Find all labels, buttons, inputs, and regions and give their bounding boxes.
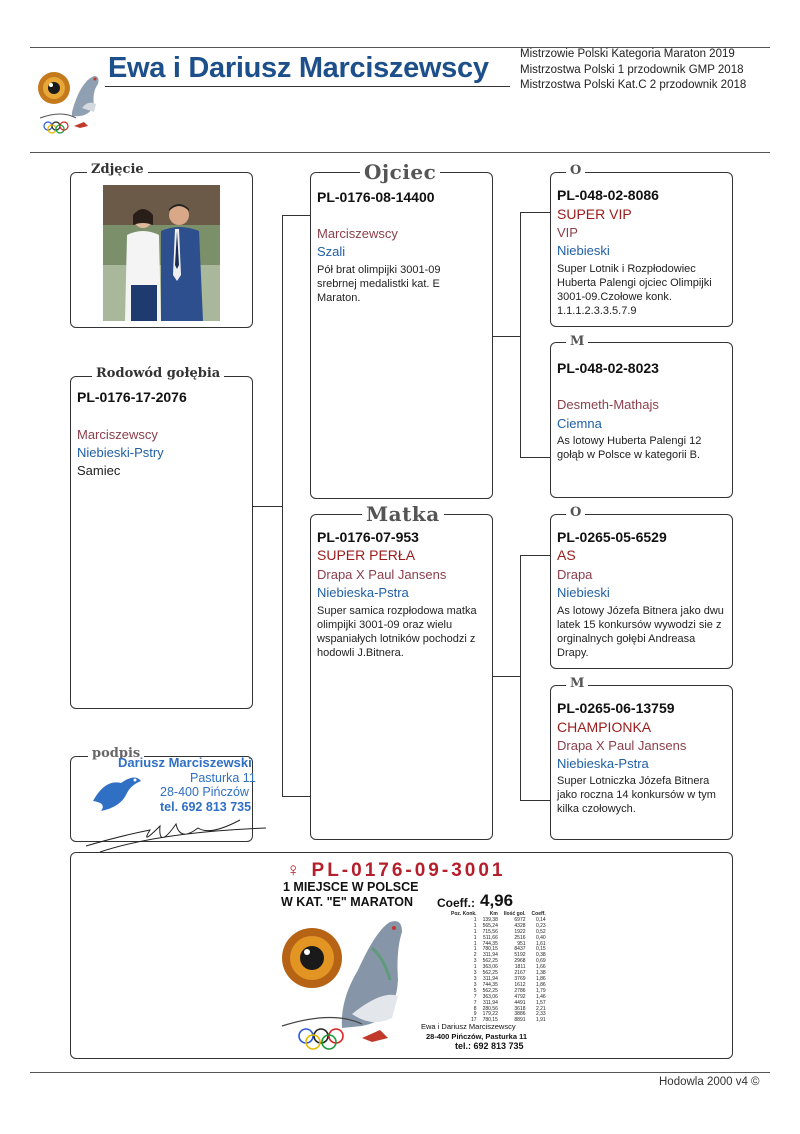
subject-owner: Marciszewscy [77, 427, 158, 442]
ff-legend: O [566, 163, 585, 178]
fm-description: As lotowy Huberta Palengi 12 gołąb w Polsce w kategorii B. [557, 435, 702, 461]
signature-legend: podpis [88, 746, 144, 761]
stats-cell: 1811 [514, 964, 526, 971]
stats-cell: 3 [473, 981, 477, 988]
title-underline [105, 86, 510, 87]
stats-cell: 1,57 [535, 999, 546, 1006]
stats-cell: 744,35 [482, 981, 498, 988]
fm-box [550, 342, 733, 498]
connector-mother [492, 676, 520, 677]
mm-description: Super Lotniczka Józefa Bitnera jako roczna 14 konkursów w tym kilka czołowych. [557, 775, 716, 815]
mother-name: SUPER PERŁA [317, 547, 416, 563]
father-color: Szali [317, 244, 346, 259]
stats-cell: 1,61 [535, 940, 546, 947]
footer-rule [30, 1072, 770, 1073]
ff-color: Niebieski [557, 243, 610, 258]
stats-cell: 3886 [514, 1011, 526, 1018]
mother-legend: Matka [362, 502, 444, 526]
olympic-coeff-label: Coeff.: [437, 896, 475, 910]
stats-cell: 1,66 [535, 964, 546, 971]
stats-cell: 2 [473, 952, 477, 959]
stats-cell: 363,06 [482, 964, 498, 971]
olympic-ring: ♀ PL-0176-09-3001 [286, 860, 506, 881]
stats-cell: 1 [473, 916, 477, 923]
stats-header: Ilość gol. [503, 911, 526, 917]
mf-ring: PL-0265-05-6529 [557, 529, 667, 545]
mf-box [550, 514, 733, 669]
fm-color: Ciemna [557, 416, 602, 431]
logo-pigeon-icon [32, 62, 104, 134]
stats-cell: 4328 [514, 922, 526, 929]
stats-cell: 2786 [514, 987, 526, 994]
stamp-city: 28-400 Pińczów [160, 785, 249, 799]
stats-header: Poz. Konk. [451, 911, 477, 917]
stats-cell: 4792 [514, 993, 526, 1000]
stats-cell: 1 [473, 946, 477, 953]
stats-header: Coeff. [531, 911, 546, 917]
stamp-phone: tel. 692 813 735 [160, 800, 252, 814]
stats-cell: 1,91 [535, 1017, 546, 1024]
stats-cell: 363,06 [482, 993, 498, 1000]
mother-description: Super samica rozpłodowa matka olimpijki 3001-09 oraz wielu wspaniałych lotników pochodzi z hodowli J.Bitnera. [317, 605, 477, 659]
stats-cell: 3 [473, 970, 477, 977]
mf-description: As lotowy Józefa Bitnera jako dwu latek 15 konkursów wywodzi sie z orginalnych gołębi Andreasa Drapy. [557, 605, 724, 659]
stamp-street: Pasturka 11 [190, 771, 256, 785]
stats-cell: 511,66 [482, 934, 498, 941]
olympic-pigeon-icon [272, 910, 422, 1050]
photo-box [70, 172, 253, 328]
stats-cell: 1,86 [535, 975, 546, 982]
stats-cell: 311,94 [482, 952, 498, 959]
connector-parents [282, 215, 311, 797]
handwritten-signature [80, 806, 270, 856]
stats-cell: 3769 [514, 975, 526, 982]
stats-cell: 4491 [514, 999, 526, 1006]
subject-ring: PL-0176-17-2076 [77, 389, 187, 405]
stats-cell: 1,79 [535, 987, 546, 994]
stats-cell: 0,40 [535, 934, 546, 941]
stats-cell: 0,23 [535, 922, 546, 929]
achievement-1: Mistrzowie Polski Kategoria Maraton 2019 [520, 48, 735, 60]
mm-box [550, 685, 733, 840]
achievement-2: Mistrzostwa Polski 1 przodownik GMP 2018 [520, 64, 744, 76]
stats-cell: 6972 [514, 916, 526, 923]
stats-cell: 780,15 [482, 946, 498, 953]
olympic-stats-table [448, 912, 549, 1024]
mm-ring: PL-0265-06-13759 [557, 700, 675, 716]
stats-cell: 1612 [514, 981, 526, 988]
header-bottom-rule [30, 152, 770, 153]
stats-cell: 1922 [514, 928, 526, 935]
stats-cell: 2968 [514, 958, 526, 965]
olympic-line2: W KAT. "E" MARATON [281, 895, 413, 909]
stats-cell: 1 [473, 922, 477, 929]
ff-line: VIP [557, 225, 578, 240]
stats-cell: 0,15 [535, 946, 546, 953]
stats-cell: 562,25 [482, 958, 498, 965]
stats-cell: 0,14 [535, 916, 546, 923]
stats-cell: 179,22 [482, 1011, 498, 1018]
fm-legend: M [566, 334, 588, 349]
fm-line: Desmeth-Mathajs [557, 397, 659, 412]
connector-subject [252, 506, 282, 507]
stats-cell: 0,38 [535, 952, 546, 959]
stats-cell: 139,38 [482, 916, 498, 923]
father-description: Pół brat olimpijki 3001-09 srebrnej medalistki kat. E Maraton. [317, 264, 441, 304]
stats-cell: 8437 [514, 946, 526, 953]
software-footer: Hodowla 2000 v4 © [659, 1076, 760, 1088]
mother-color: Niebieska-Pstra [317, 585, 409, 600]
stats-cell: 7 [473, 999, 477, 1006]
stats-cell: 280,56 [482, 1005, 498, 1012]
father-legend: Ojciec [360, 160, 440, 184]
stats-cell: 5192 [514, 952, 526, 959]
breeder-title: Ewa i Dariusz Marciszewscy [108, 52, 489, 84]
mother-box [310, 514, 493, 840]
stats-cell: 562,25 [482, 970, 498, 977]
stats-cell: 0,69 [535, 958, 546, 965]
subject-color: Niebieski-Pstry [77, 445, 164, 460]
olympic-coeff-value: 4,96 [480, 891, 514, 910]
mf-line: Drapa [557, 567, 593, 582]
mm-color: Niebieska-Pstra [557, 756, 649, 771]
photo-legend: Zdjęcie [87, 162, 148, 177]
stats-cell: 1 [473, 928, 477, 935]
connector-father-parents [520, 212, 551, 458]
subject-box [70, 376, 253, 709]
stats-cell: 311,94 [482, 975, 498, 982]
olympic-footer-phone: tel.: 692 813 735 [455, 1041, 524, 1051]
stats-cell: 1,86 [535, 981, 546, 988]
stats-cell: 3 [473, 975, 477, 982]
stats-cell: 3618 [514, 1005, 526, 1012]
stats-cell: 1 [473, 964, 477, 971]
father-ring: PL-0176-08-14400 [317, 189, 435, 205]
fm-ring: PL-048-02-8023 [557, 360, 659, 376]
mf-legend: O [566, 505, 585, 520]
mf-name: AS [557, 547, 576, 563]
stats-header: Km [489, 911, 498, 917]
stats-cell: 3 [473, 958, 477, 965]
father-box [310, 172, 493, 499]
stats-cell: 1,46 [535, 993, 546, 1000]
mother-ring: PL-0176-07-953 [317, 529, 419, 545]
stats-cell: 7 [473, 993, 477, 1000]
stamp-name: Dariusz Marciszewski [118, 755, 252, 770]
olympic-footer-address: 28-400 Pińczów, Pasturka 11 [426, 1032, 528, 1041]
stats-cell: 780,15 [482, 1017, 498, 1024]
father-owner: Marciszewscy [317, 226, 398, 241]
stats-cell: 1 [473, 940, 477, 947]
stats-cell: 2167 [514, 970, 526, 977]
connector-father [492, 336, 520, 337]
ff-box [550, 172, 733, 327]
ff-name: SUPER VIP [557, 206, 632, 222]
ff-ring: PL-048-02-8086 [557, 187, 659, 203]
subject-sex: Samiec [77, 463, 121, 478]
stats-cell: 9 [473, 1011, 477, 1018]
ff-description: Super Lotnik i Rozpłodowiec Huberta Palengi ojciec Olimpijki 3001-09.Czołowe konk. 1.1.1.2.3.3.5.7.9 [557, 263, 712, 317]
stats-cell: 2516 [514, 934, 526, 941]
stats-cell: 8891 [514, 1017, 526, 1024]
mm-name: CHAMPIONKA [557, 719, 652, 735]
stats-cell: 1 [473, 934, 477, 941]
stats-cell: 1,38 [535, 970, 546, 977]
stats-cell: 311,94 [482, 999, 498, 1006]
stats-cell: 562,25 [482, 987, 498, 994]
breeder-photo [103, 185, 220, 321]
mother-line: Drapa X Paul Jansens [317, 567, 447, 582]
stats-cell: 715,56 [482, 928, 498, 935]
stats-cell: 17 [471, 1017, 477, 1024]
olympic-footer-name: Ewa i Dariusz Marciszewscy [421, 1022, 516, 1031]
subject-legend: Rodowód gołębia [92, 366, 224, 381]
achievement-3: Mistrzostwa Polski Kat.C 2 przodownik 2018 [520, 79, 747, 91]
stats-cell: 2,33 [535, 1011, 546, 1018]
connector-mother-parents [520, 555, 551, 801]
stats-cell: 565,24 [482, 922, 498, 929]
olympic-line1: 1 MIEJSCE W POLSCE [283, 880, 419, 894]
mm-line: Drapa X Paul Jansens [557, 738, 687, 753]
stats-cell: 0,52 [535, 928, 546, 935]
stats-cell: 2,21 [535, 1005, 546, 1012]
mf-color: Niebieski [557, 585, 610, 600]
stats-cell: 8 [473, 1005, 477, 1012]
mm-legend: M [566, 676, 588, 691]
stats-cell: 5 [473, 987, 477, 994]
stats-cell: 951 [517, 940, 526, 947]
stats-cell: 744,35 [482, 940, 498, 947]
